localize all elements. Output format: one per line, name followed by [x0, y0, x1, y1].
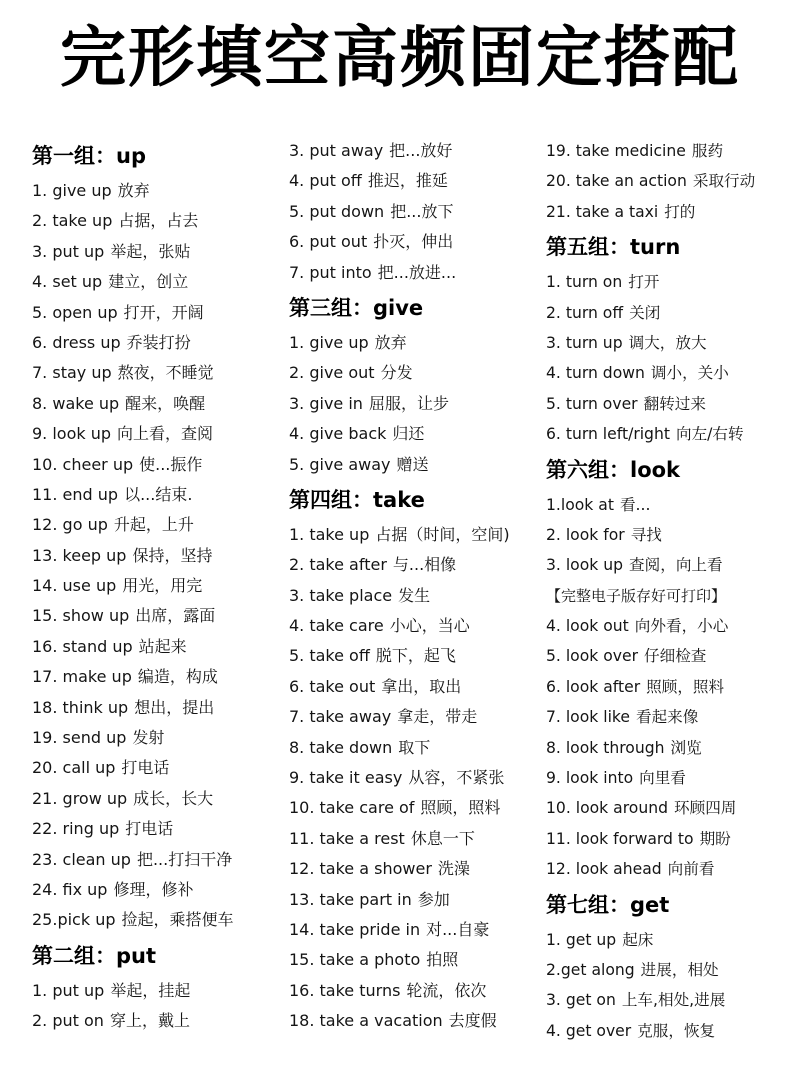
phrase-item — [546, 854, 800, 884]
phrase-english: 6. turn left/right — [546, 425, 670, 444]
phrase-english: 14. use up — [32, 576, 117, 596]
phrase-english: 12. go up — [32, 515, 108, 535]
phrase-item — [546, 328, 800, 358]
phrase-chinese: 发生 — [398, 585, 431, 605]
phrase-english: 17. make up — [32, 667, 132, 687]
phrase-chinese: 站起来 — [138, 636, 187, 656]
phrase-english: 1. give up — [289, 332, 369, 352]
phrase-item — [32, 541, 282, 571]
phrase-english: 20. take an action — [546, 172, 687, 191]
phrase-chinese: 以...结束. — [124, 484, 193, 504]
phrase-item — [546, 672, 800, 702]
phrase-english: 11. end up — [32, 484, 119, 504]
phrase-chinese: 熬夜，不睡觉 — [117, 363, 214, 383]
phrase-chinese: 向前看 — [667, 860, 715, 879]
phrase-chinese: 轮流，依次 — [406, 980, 487, 1000]
section-heading: 第六组：look — [546, 457, 681, 482]
phrase-chinese: 参加 — [417, 889, 450, 909]
phrase-item — [546, 611, 800, 641]
phrase-item — [32, 632, 282, 662]
phrase-item — [32, 814, 282, 844]
phrase-chinese: 看起来像 — [635, 708, 699, 727]
phrase-english: 7. take away — [289, 707, 392, 727]
phrase-english: 2. look for — [546, 525, 625, 544]
phrase-chinese: 放弃 — [117, 181, 150, 200]
phrase-english: 6. take out — [289, 676, 376, 696]
phrase-chinese: 期盼 — [699, 829, 731, 848]
phrase-item — [546, 490, 800, 520]
phrase-english: 3. turn up — [546, 333, 623, 352]
phrase-item — [32, 358, 282, 388]
phrase-item — [32, 693, 282, 723]
phrase-chinese: 推迟，推延 — [367, 171, 448, 191]
phrase-item — [289, 733, 541, 763]
phrase-chinese: 进展，相处 — [640, 960, 719, 979]
phrase-chinese: 把...放下 — [390, 201, 454, 221]
phrase-item — [289, 672, 541, 702]
phrase-chinese: 浏览 — [670, 738, 702, 757]
phrase-chinese: 调小，关小 — [650, 364, 729, 383]
phrase-english: 11. take a rest — [289, 828, 405, 848]
phrase-english: 19. take medicine — [546, 142, 686, 160]
phrase-chinese: 建立，创立 — [108, 272, 189, 292]
phrase-item — [289, 136, 541, 166]
phrase-english: 2. take after — [289, 555, 387, 575]
phrase-english: 1. take up — [289, 524, 370, 544]
phrase-chinese: 分发 — [380, 363, 413, 383]
phrase-english: 24. fix up — [32, 879, 108, 899]
phrase-english: 16. take turns — [289, 980, 401, 1000]
phrase-item — [32, 662, 282, 692]
phrase-english: 2.get along — [546, 960, 635, 979]
phrase-item — [32, 1006, 282, 1036]
phrase-item — [32, 784, 282, 814]
phrase-english: 7. put into — [289, 262, 372, 282]
phrase-item — [546, 267, 800, 297]
phrase-chinese: 拍照 — [426, 950, 459, 970]
phrase-english: 13. keep up — [32, 545, 127, 565]
phrase-english: 4. give back — [289, 424, 387, 444]
phrase-chinese: 发射 — [132, 728, 165, 748]
phrase-item — [32, 905, 282, 935]
phrase-english: 2. put on — [32, 1011, 104, 1031]
phrase-chinese: 与...相像 — [392, 555, 457, 575]
phrase-item — [546, 793, 800, 823]
phrase-english: 20. call up — [32, 758, 116, 778]
phrase-item — [289, 702, 541, 732]
phrase-english: 1. give up — [32, 181, 112, 200]
phrase-chinese: 使...振作 — [139, 454, 203, 474]
phrase-english: 12. look ahead — [546, 860, 662, 879]
phrase-item — [32, 480, 282, 510]
phrase-chinese: 修理，修补 — [113, 879, 194, 899]
phrase-english: 1. turn on — [546, 273, 623, 292]
phrase-english: 3. look up — [546, 556, 624, 575]
phrase-chinese: 翻转过来 — [643, 394, 706, 413]
phrase-item — [546, 641, 800, 671]
phrase-chinese: 寻找 — [630, 525, 662, 544]
phrase-item — [546, 824, 800, 854]
phrase-item — [546, 763, 800, 793]
phrase-english: 3. give in — [289, 393, 363, 413]
phrase-english: 3. put away — [289, 141, 384, 160]
phrase-english: 7. stay up — [32, 363, 112, 383]
phrase-item — [32, 237, 282, 267]
phrase-item — [289, 915, 541, 945]
phrase-item — [289, 763, 541, 793]
phrase-chinese: 调大，放大 — [628, 333, 707, 352]
phrase-chinese: 对...自豪 — [426, 919, 490, 939]
phrase-chinese: 看... — [619, 495, 651, 514]
section-heading: 第三组：give — [289, 295, 424, 320]
phrase-english: 8. look through — [546, 738, 665, 757]
phrase-english: 4. take care — [289, 616, 384, 636]
phrase-item — [32, 419, 282, 449]
phrase-chinese: 捡起，乘搭便车 — [121, 910, 234, 930]
phrase-item — [546, 197, 800, 227]
phrase-item — [32, 176, 282, 206]
phrase-item — [289, 854, 541, 884]
phrase-item — [289, 520, 541, 550]
phrase-chinese: 醒来，唤醒 — [125, 393, 206, 413]
phrase-english: 23. clean up — [32, 849, 131, 869]
phrase-chinese: 放弃 — [374, 332, 407, 352]
phrase-item — [289, 197, 541, 227]
phrase-item — [546, 136, 800, 166]
phrase-english: 8. wake up — [32, 393, 120, 413]
phrase-item — [546, 1016, 800, 1046]
phrase-chinese: 查阅，向上看 — [629, 556, 723, 575]
phrase-item — [546, 298, 800, 328]
phrase-english: 4. set up — [32, 272, 103, 292]
phrase-item — [289, 1006, 541, 1036]
phrase-chinese: 休息一下 — [410, 828, 475, 848]
phrase-item — [289, 581, 541, 611]
phrase-item — [32, 723, 282, 753]
phrase-english: 2. give out — [289, 363, 375, 383]
phrase-english: 4. turn down — [546, 364, 645, 383]
phrase-english: 11. look forward to — [546, 829, 694, 848]
phrase-item — [32, 450, 282, 480]
phrase-chinese: 上车,相处,进展 — [621, 991, 726, 1010]
phrase-chinese: 屈服，让步 — [368, 393, 449, 413]
phrase-chinese: 编造，构成 — [137, 667, 218, 687]
section-heading: 第一组：up — [32, 144, 146, 168]
phrase-item — [289, 793, 541, 823]
phrase-english: 1. put up — [32, 980, 105, 1000]
phrase-item — [32, 845, 282, 875]
print-note: 【完整电子版存好可打印】 — [546, 586, 727, 605]
phrase-english: 5. put down — [289, 201, 385, 221]
phrase-chinese: 穿上，戴上 — [109, 1011, 190, 1031]
phrase-english: 5. give away — [289, 454, 391, 474]
phrase-english: 9. look into — [546, 769, 634, 788]
phrase-english: 25.pick up — [32, 910, 116, 930]
phrase-chinese: 举起，挂起 — [110, 980, 191, 1000]
phrase-item — [289, 166, 541, 196]
phrase-chinese: 归还 — [392, 424, 425, 444]
phrase-item — [546, 520, 800, 550]
phrase-item — [32, 510, 282, 540]
column-2 — [289, 136, 541, 1037]
phrase-item — [546, 733, 800, 763]
phrase-english: 3. take place — [289, 585, 393, 605]
phrase-item — [32, 267, 282, 297]
phrase-english: 18. think up — [32, 697, 129, 717]
phrase-english: 2. turn off — [546, 303, 624, 322]
phrase-english: 21. grow up — [32, 788, 128, 808]
phrase-english: 4. put off — [289, 171, 362, 191]
phrase-english: 18. take a vacation — [289, 1011, 443, 1031]
phrase-item — [289, 227, 541, 257]
phrase-chinese: 打的 — [664, 202, 696, 221]
phrase-item — [32, 753, 282, 783]
phrase-english: 10. cheer up — [32, 454, 134, 474]
phrase-english: 10. take care of — [289, 798, 415, 818]
phrase-english: 5. open up — [32, 302, 118, 322]
phrase-english: 3. get on — [546, 991, 616, 1010]
phrase-item — [546, 550, 800, 580]
phrase-item — [289, 824, 541, 854]
phrase-chinese: 取下 — [398, 737, 431, 757]
phrase-item — [32, 601, 282, 631]
column-1 — [32, 136, 282, 1037]
phrase-chinese: 拿走，带走 — [397, 707, 478, 727]
phrase-chinese: 服药 — [691, 142, 724, 160]
phrase-english: 1. get up — [546, 930, 617, 949]
phrase-item — [289, 358, 541, 388]
phrase-chinese: 照顾，照料 — [646, 677, 725, 696]
phrase-item — [289, 641, 541, 671]
phrase-chinese: 占据，占去 — [118, 211, 199, 231]
section-heading: 第七组：get — [546, 892, 670, 917]
phrase-english: 4. get over — [546, 1021, 632, 1040]
phrase-item — [546, 166, 800, 196]
phrase-chinese: 占据（时间，空间) — [375, 524, 510, 544]
phrase-chinese: 向左/右转 — [675, 425, 744, 444]
page-title: 完形填空高频固定搭配 — [60, 19, 740, 96]
phrase-item — [32, 875, 282, 905]
phrase-english: 5. take off — [289, 646, 370, 666]
phrase-english: 12. take a shower — [289, 859, 432, 879]
phrase-chinese: 克服，恢复 — [637, 1021, 716, 1040]
phrase-item — [289, 945, 541, 975]
phrase-chinese: 洗澡 — [437, 859, 470, 879]
phrase-english: 7. look like — [546, 708, 630, 727]
phrase-item — [289, 389, 541, 419]
phrase-english: 1.look at — [546, 495, 614, 514]
phrase-chinese: 照顾，照料 — [420, 798, 501, 818]
phrase-english: 6. dress up — [32, 332, 121, 352]
phrase-chinese: 起床 — [622, 930, 654, 949]
phrase-chinese: 去度假 — [448, 1011, 497, 1031]
phrase-chinese: 乔装打扮 — [126, 332, 191, 352]
phrase-item — [32, 328, 282, 358]
phrase-item — [289, 885, 541, 915]
phrase-english: 8. take down — [289, 737, 393, 757]
phrase-chinese: 从容，不紧张 — [408, 768, 505, 788]
phrase-item — [546, 702, 800, 732]
phrase-item — [289, 611, 541, 641]
phrase-item — [546, 358, 800, 388]
phrase-chinese: 向外看，小心 — [634, 617, 729, 636]
phrase-item — [32, 206, 282, 236]
phrase-english: 4. look out — [546, 617, 629, 636]
phrase-item — [546, 925, 800, 955]
phrase-item — [289, 550, 541, 580]
phrase-english: 6. look after — [546, 677, 641, 696]
phrase-chinese: 打开，开阔 — [123, 302, 204, 322]
phrase-chinese: 把...打扫干净 — [136, 849, 233, 869]
section-heading: 第二组：put — [32, 943, 157, 968]
phrase-english: 6. put out — [289, 232, 368, 252]
phrase-english: 5. look over — [546, 647, 639, 666]
phrase-item — [32, 571, 282, 601]
phrase-item — [289, 419, 541, 449]
phrase-item — [32, 976, 282, 1006]
phrase-chinese: 把...放好 — [389, 141, 453, 160]
phrase-item — [289, 258, 541, 288]
section-heading: 第五组：turn — [546, 235, 681, 260]
phrase-chinese: 成长，长大 — [133, 788, 214, 808]
phrase-chinese: 仔细检查 — [644, 647, 707, 666]
phrase-chinese: 打电话 — [121, 758, 170, 778]
phrase-chinese: 出席，露面 — [135, 606, 216, 626]
phrase-chinese: 向上看，查阅 — [117, 424, 214, 444]
phrase-english: 14. take pride in — [289, 919, 421, 939]
phrase-chinese: 关闭 — [629, 303, 661, 322]
phrase-item — [546, 955, 800, 985]
phrase-chinese: 举起，张贴 — [110, 241, 191, 261]
phrase-chinese: 采取行动 — [692, 172, 756, 191]
phrase-item — [289, 450, 541, 480]
phrase-english: 9. take it easy — [289, 768, 403, 788]
phrase-english: 2. take up — [32, 211, 113, 231]
phrase-english: 16. stand up — [32, 636, 133, 656]
phrase-english: 15. take a photo — [289, 950, 421, 970]
column-3 — [546, 136, 800, 1046]
phrase-english: 15. show up — [32, 606, 130, 626]
phrase-chinese: 赠送 — [396, 454, 429, 474]
phrase-chinese: 环顾四周 — [674, 799, 737, 818]
section-heading: 第四组：take — [289, 487, 425, 512]
phrase-item — [546, 389, 800, 419]
phrase-chinese: 脱下，起飞 — [375, 646, 456, 666]
phrase-chinese: 拿出，取出 — [381, 676, 462, 696]
phrase-english: 10. look around — [546, 799, 668, 818]
phrase-english: 21. take a taxi — [546, 202, 659, 221]
phrase-chinese: 用光，用完 — [122, 576, 203, 596]
phrase-chinese: 保持，坚持 — [132, 545, 213, 565]
phrase-item — [546, 419, 800, 449]
phrase-english: 5. turn over — [546, 394, 638, 413]
phrase-english: 13. take part in — [289, 889, 412, 909]
phrase-chinese: 打开 — [628, 273, 660, 292]
phrase-item — [32, 298, 282, 328]
phrase-item — [32, 389, 282, 419]
phrase-chinese: 想出，提出 — [134, 697, 215, 717]
phrase-item — [289, 328, 541, 358]
phrase-chinese: 扑灭，伸出 — [373, 232, 454, 252]
phrase-chinese: 小心，当心 — [389, 616, 470, 636]
phrase-english: 22. ring up — [32, 819, 120, 839]
phrase-chinese: 打电话 — [125, 819, 174, 839]
phrase-chinese: 把...放进... — [377, 262, 457, 282]
phrase-chinese: 向里看 — [639, 769, 686, 788]
phrase-chinese: 升起，上升 — [113, 515, 194, 535]
phrase-item — [546, 985, 800, 1015]
phrase-english: 19. send up — [32, 728, 127, 748]
phrase-english: 9. look up — [32, 424, 112, 444]
phrase-english: 3. put up — [32, 241, 105, 261]
phrase-item — [289, 976, 541, 1006]
